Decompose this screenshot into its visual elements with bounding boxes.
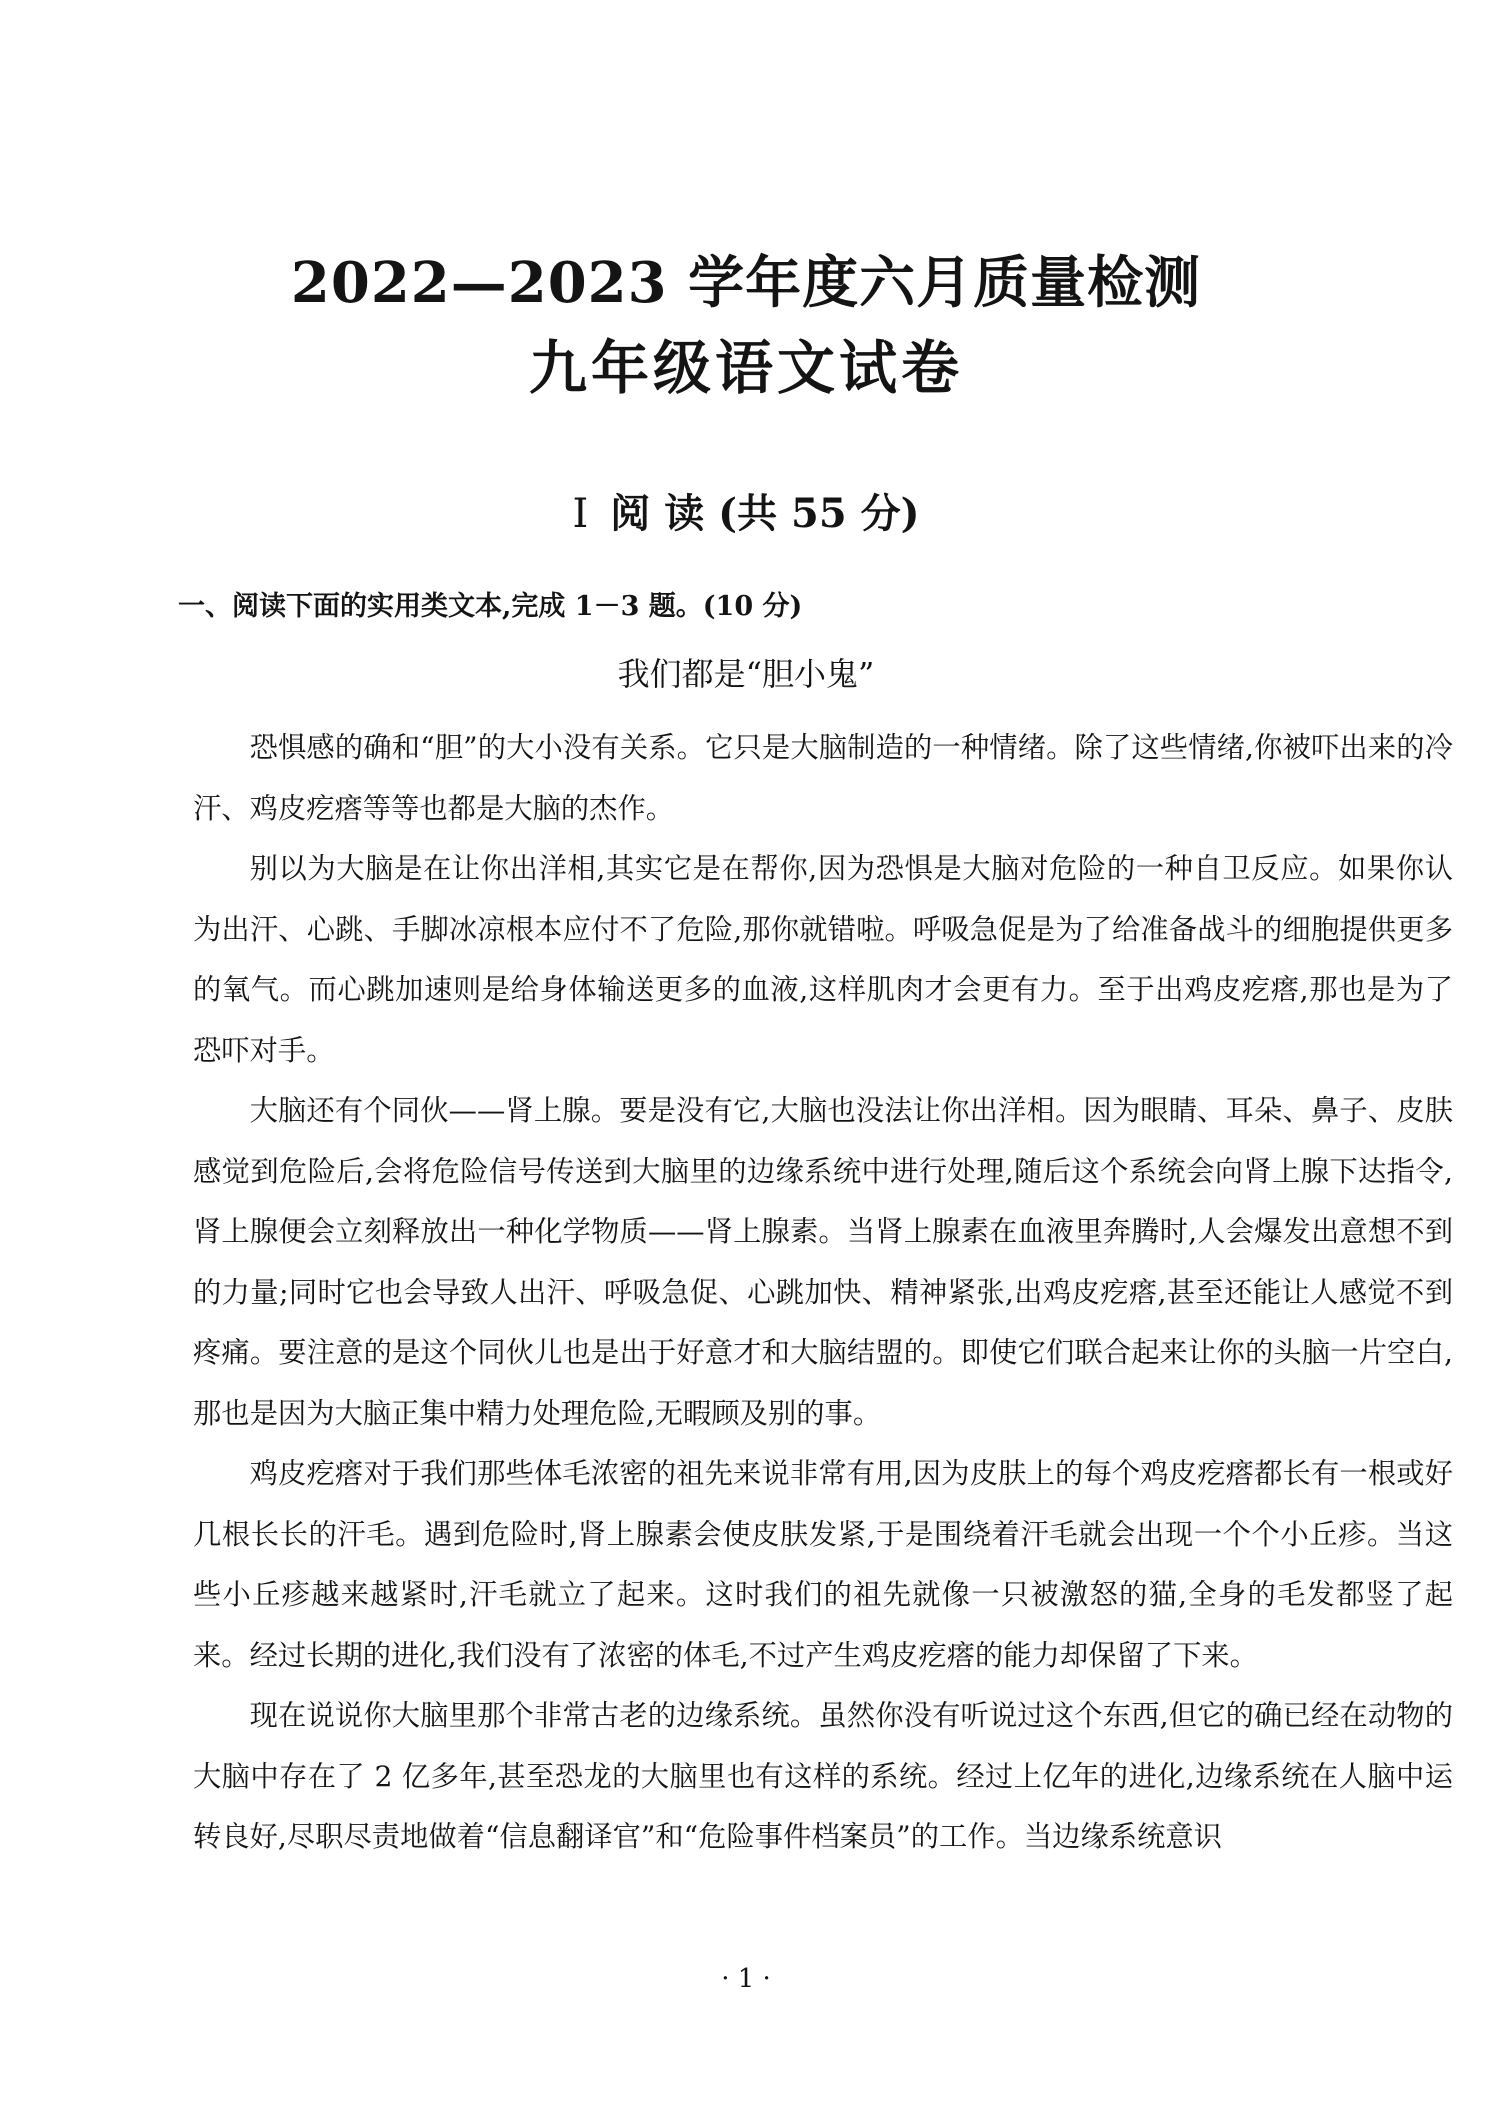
exam-title: 2022—2023 学年度六月质量检测 <box>290 250 1202 316</box>
paragraph: 鸡皮疙瘩对于我们那些体毛浓密的祖先来说非常有用,因为皮肤上的每个鸡皮疙瘩都长有一根或好几根长长的汗毛。遇到危险时,肾上腺素会使皮肤发紧,于是围绕着汗毛就会出现一个个小丘疹。当这些小丘疹越来越紧时,汗毛就立了起来。这时我们的祖先就像一只被激怒的猫,全身的毛发都竖了起来。经过长期的进化,我们没有了浓密的体毛,不过产生鸡皮疙瘩的能力却保留了下来。 <box>193 1457 1453 1672</box>
article-title: 我们都是“胆小鬼” <box>617 655 875 693</box>
paragraph: 现在说说你大脑里那个非常古老的边缘系统。虽然你没有听说过这个东西,但它的确已经在动物的大脑中存在了 2 亿多年,甚至恐龙的大脑里也有这样的系统。经过上亿年的进化,边缘系统在人脑中运转良好,尽职尽责地做着“信息翻译官”和“危险事件档案员”的工作。当边缘系统意识 <box>193 1699 1453 1853</box>
paragraph: 恐惧感的确和“胆”的大小没有关系。它只是大脑制造的一种情绪。除了这些情绪,你被吓出来的冷汗、鸡皮疙瘩等等也都是大脑的杰作。 <box>193 731 1453 825</box>
page-number: · 1 · <box>721 1964 771 1994</box>
paragraph: 大脑还有个同伙——肾上腺。要是没有它,大脑也没法让你出洋相。因为眼睛、耳朵、鼻子、皮肤感觉到危险后,会将危险信号传送到大脑里的边缘系统中进行处理,随后这个系统会向肾上腺下达指令,肾上腺便会立刻释放出一种化学物质——肾上腺素。当肾上腺素在血液里奔腾时,人会爆发出意想不到的力量;同时它也会导致人出汗、呼吸急促、心跳加快、精神紧张,出鸡皮疙瘩,甚至还能让人感觉不到疼痛。要注意的是这个同伙儿也是出于好意才和大脑结盟的。即使它们联合起来让你的头脑一片空白,那也是因为大脑正集中精力处理危险,无暇顾及别的事。 <box>193 1094 1453 1430</box>
article-body <box>193 718 1453 1868</box>
section-label: 阅 读 (共 55 分) <box>610 490 920 537</box>
section-number: Ⅰ <box>572 491 589 537</box>
exam-subtitle: 九年级语文试卷 <box>528 334 963 402</box>
paragraph: 别以为大脑是在让你出洋相,其实它是在帮你,因为恐惧是大脑对危险的一种自卫反应。如果你认为出汗、心跳、手脚冰凉根本应付不了危险,那你就错啦。呼吸急促是为了给准备战斗的细胞提供更多的氧气。而心跳加速则是给身体输送更多的血液,这样肌肉才会更有力。至于出鸡皮疙瘩,那也是为了恐吓对手。 <box>193 852 1453 1067</box>
question-instruction: 一、阅读下面的实用类文本,完成 1－3 题。(10 分) <box>178 591 803 622</box>
section-heading <box>0 488 1492 540</box>
